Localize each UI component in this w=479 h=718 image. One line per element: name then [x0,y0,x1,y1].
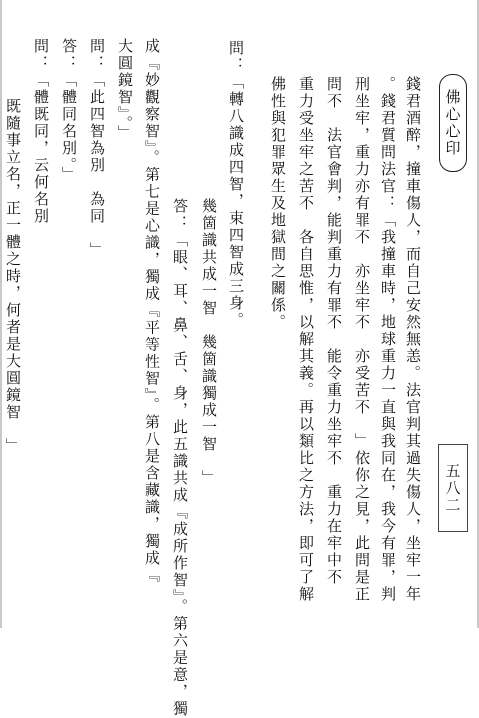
question-3: 問：「體既同，云何名別 [32,38,50,225]
answer-1-end: 大圓鏡智』。」 [116,38,134,142]
question-2: 問：「此四智為別 為同 」 [88,38,106,259]
question-1: 問：「轉八識成四智，束四智成三身。 [227,40,245,329]
page-edge-left [0,0,2,628]
answer-2: 答：「體同名別。」 [60,38,78,184]
text-column-1: 錢君酒醉，撞車傷人，而自己安然無恙。法官判其過失傷人，坐牢一年 [404,76,422,603]
text-column-2: 。錢君質問法官：「我撞車時，地球重力一直與我同在，我今有罪，判 [379,76,397,603]
answer-1-continued: 成『妙觀察智』。第七是心識，獨成『平等性智』。第八是含藏識，獨成『 [143,38,161,584]
answer-1: 答：「眼、耳、鼻、舌、身，此五識共成『成所作智』。第六是意，獨 [171,198,189,718]
text-column-3: 刑坐牢，重力亦有罪不 亦坐牢不 亦受苦不 」依你之見，此問是正 [353,76,371,603]
question-3-continued: 既隨事立名，正一體之時，何者是大圓鏡智 」 [4,98,22,455]
text-column-4: 問不 法官會判，能判重力有罪不 能令重力坐牢不 重力在牢中不 [325,76,343,586]
text-column-5: 重力受坐牢之苦不 各自思惟，以解其義。再以類比之方法，即可了解 [297,76,315,603]
question-1-continued: 幾箇識共成一智 幾箇識獨成一智 」 [200,198,218,487]
book-title: 佛心心印 [439,74,467,172]
text-column-6: 佛性與犯罪眾生及地獄間之關係。 [269,76,287,331]
page-number: 五八二 [438,444,468,532]
